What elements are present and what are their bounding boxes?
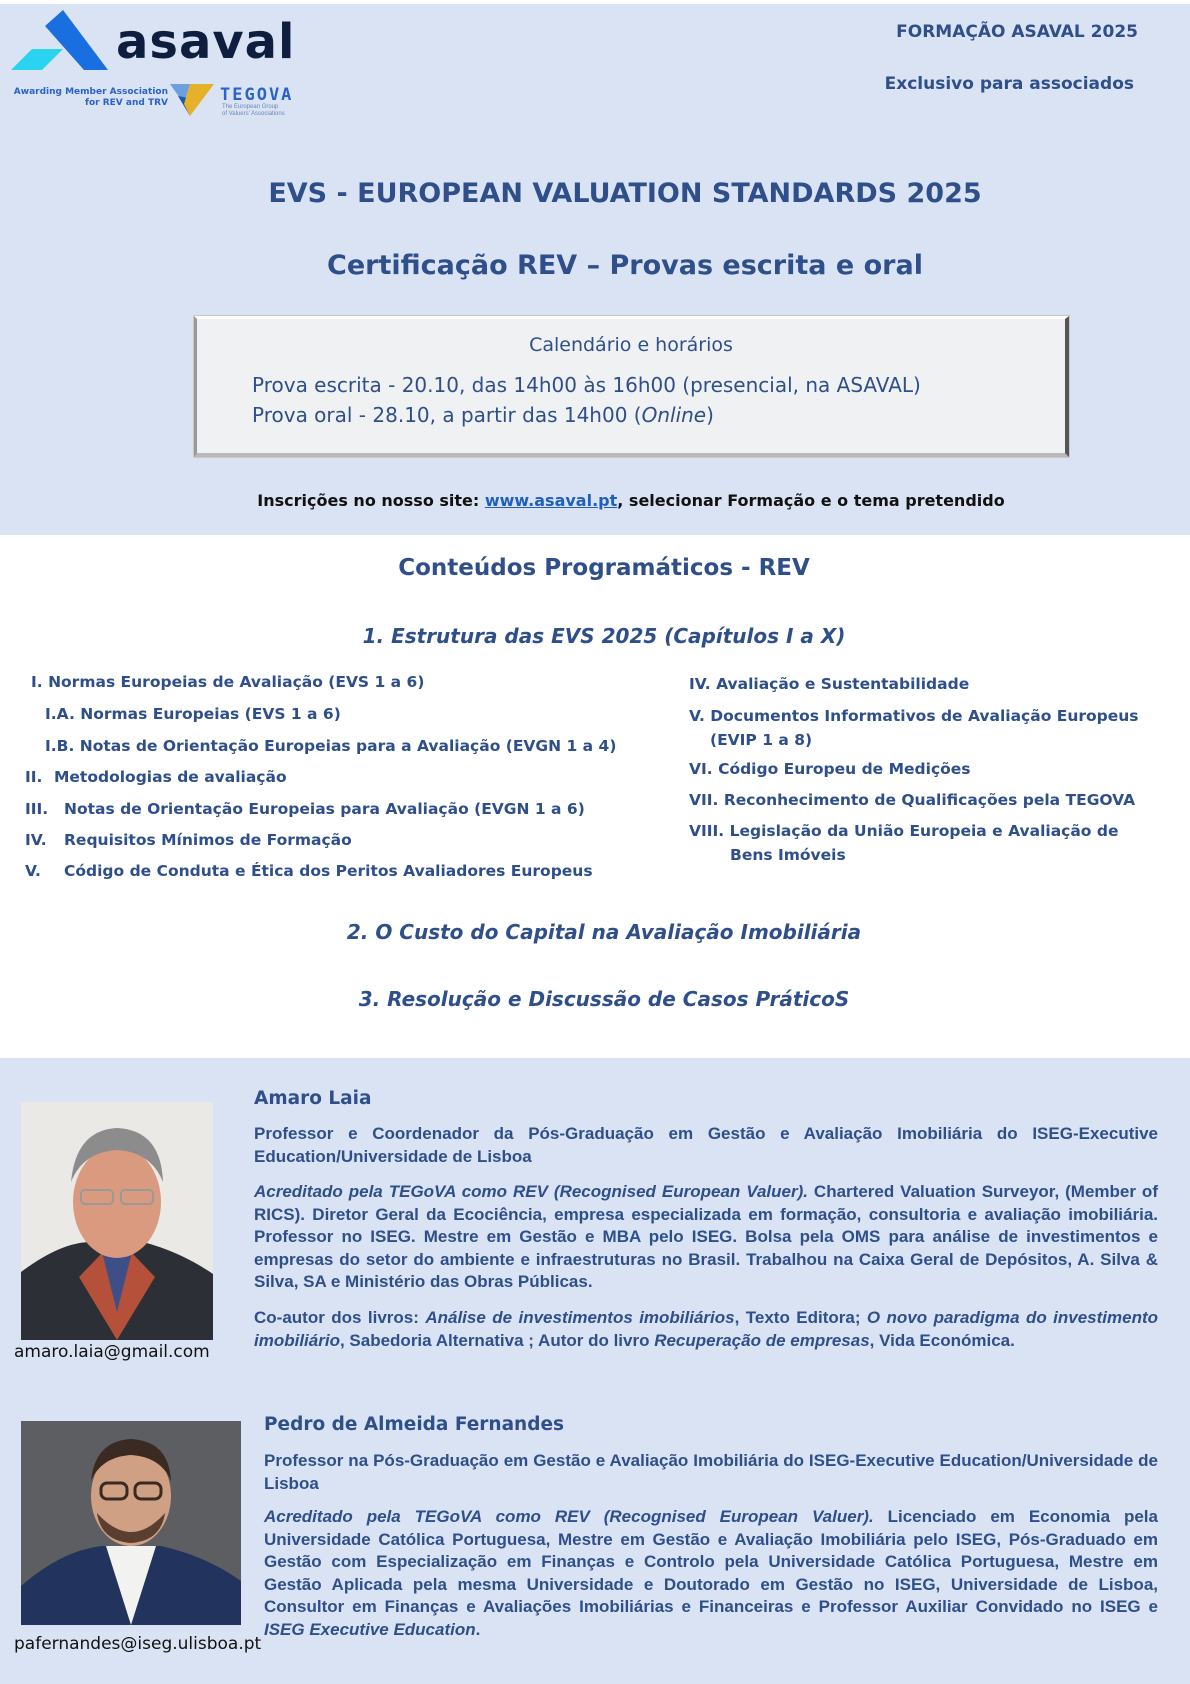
tegova-subtitle [222, 104, 285, 118]
item-number: III. [25, 800, 49, 818]
section-1-title: 1. Estrutura das EVS 2025 (Capítulos I a X) [362, 624, 846, 648]
list-item [45, 737, 616, 755]
oral-exam-mode: Online [641, 403, 707, 427]
list-item [689, 791, 1135, 809]
oral-exam-schedule [252, 403, 714, 427]
trainer-name: Amaro Laia [254, 1088, 372, 1109]
book-title: Recuperação de empresas [654, 1330, 870, 1350]
page-subtitle: Certificação REV – Provas escrita e oral [327, 250, 923, 281]
trainer-photo-amaro-laia [21, 1102, 213, 1340]
item-text: Metodologias de avaliação [54, 768, 287, 786]
section-3-title: 3. Resolução e Discussão de Casos PráticoS [358, 987, 850, 1011]
registration-note [0, 491, 1190, 510]
asaval-wordmark: asaval [116, 14, 296, 70]
trainer-photo-pedro-fernandes [21, 1421, 241, 1625]
trainer-email[interactable]: pafernandes@iseg.ulisboa.pt [14, 1634, 262, 1654]
trainer-bio [254, 1181, 1158, 1294]
item-text: Normas Europeias (EVS 1 a 6) [80, 705, 341, 723]
section-2-title: 2. O Custo do Capital na Avaliação Imobiliária [346, 920, 862, 944]
books-text: , Vida Económica. [869, 1330, 1015, 1350]
item-number: VI. [689, 760, 713, 778]
asaval-logo [8, 8, 298, 118]
bio-text: Licenciado em Economia pela Universidade Católica Portuguesa, Mestre em Gestão e Avaliação Imobiliária pelo ISEG, Pós-Graduado em Gestão com Especialização em Finanças e Controlo pela Universidade Católica Portuguesa, Mestre em Gestão Aplicada pela mesma Universidade e Doutorado em Gestão no ISEG, Universidade de Lisboa, Consultor em Finanças e Avaliações Imobiliárias e Financeiras e Professor Auxiliar Convidado no ISEG e [264, 1507, 1158, 1616]
item-number: I.A. [45, 705, 75, 723]
item-number: VII. [689, 791, 719, 809]
page-title: EVS - EUROPEAN VALUATION STANDARDS 2025 [268, 178, 982, 209]
calendar-title: Calendário e horários [529, 334, 733, 356]
books-text: Co-autor dos livros: [254, 1308, 426, 1327]
item-number: VIII. [689, 822, 725, 840]
list-item [45, 705, 341, 723]
trainer-books [254, 1307, 1158, 1352]
list-item [689, 675, 969, 693]
item-text: Código de Conduta e Ética dos Peritos Avaliadores Europeus [64, 862, 593, 880]
item-text: Reconhecimento de Qualificações pela TEGOVA [723, 791, 1136, 809]
tegova-mark-icon [170, 82, 214, 116]
tegova-sub-line-1: The European Group [222, 104, 279, 110]
list-item [689, 822, 1118, 840]
oral-exam-suffix: ) [706, 403, 714, 427]
awarding-text [10, 87, 168, 109]
book-title: Análise de investimentos imobiliários [425, 1308, 735, 1327]
trainer-email[interactable]: amaro.laia@gmail.com [14, 1342, 210, 1362]
bio-end: . [475, 1619, 481, 1639]
program-label: FORMAÇÃO ASAVAL 2025 [896, 22, 1138, 42]
list-item [689, 707, 1139, 725]
books-text: , Texto Editora; [734, 1308, 867, 1327]
book-title: O novo paradigma do investimento imobiliário [254, 1308, 1159, 1350]
list-item-continuation: (EVIP 1 a 8) [710, 731, 813, 749]
item-text: Avaliação e Sustentabilidade [716, 675, 970, 693]
written-exam-schedule: Prova escrita - 20.10, das 14h00 às 16h00 (presencial, na ASAVAL) [252, 373, 921, 397]
item-number: IV. [689, 675, 711, 693]
bio-italic: ISEG Executive Education [264, 1619, 476, 1639]
item-text: Documentos Informativos de Avaliação Europeus [710, 707, 1139, 725]
item-number: I. [31, 673, 43, 691]
trainer-name: Pedro de Almeida Fernandes [264, 1414, 565, 1435]
item-number: I.B. [45, 737, 75, 755]
list-item [25, 862, 593, 880]
item-number: IV. [25, 831, 47, 849]
item-text: Legislação da União Europeia e Avaliação de [729, 822, 1119, 840]
item-number: V. [25, 862, 41, 880]
oral-exam-prefix: Prova oral - 28.10, a partir das 14h00 ( [252, 403, 642, 427]
item-text: Normas Europeias de Avaliação (EVS 1 a 6) [48, 673, 425, 691]
registration-prefix: Inscrições no nosso site: [257, 491, 485, 510]
awarding-line-2: for REV and TRV [85, 98, 168, 108]
asaval-website-link[interactable]: www.asaval.pt [484, 491, 618, 510]
registration-suffix: , selecionar Formação e o tema pretendido [617, 491, 1005, 510]
asaval-mark-icon [8, 8, 118, 70]
tegova-wordmark: TEGOVA [220, 85, 294, 105]
accreditation: Acreditado pela TEGoVA como REV (Recognised European Valuer). [264, 1507, 874, 1526]
list-item [31, 673, 424, 691]
list-item [25, 768, 287, 786]
list-item [25, 831, 352, 849]
calendar-box [194, 316, 1069, 457]
trainer-role: Professor e Coordenador da Pós-Graduação em Gestão e Avaliação Imobiliária do ISEG-Executive Education/Universidade de Lisboa [254, 1124, 1158, 1166]
list-item [25, 800, 585, 818]
item-text: Notas de Orientação Europeias para a Avaliação (EVGN 1 a 4) [79, 737, 617, 755]
list-item-continuation: Bens Imóveis [730, 846, 846, 864]
tegova-sub-line-2: of Valuers' Associations [222, 111, 285, 117]
awarding-line-1: Awarding Member Association [13, 87, 168, 97]
item-text: Código Europeu de Medições [718, 760, 971, 778]
list-item [689, 760, 971, 778]
item-number: II. [25, 768, 43, 786]
accreditation: Acreditado pela TEGoVA como REV (Recognised European Valuer). [254, 1182, 808, 1201]
audience-label: Exclusivo para associados [884, 74, 1134, 94]
portrait-icon [21, 1102, 213, 1340]
books-text: , Sabedoria Alternativa ; Autor do livro [339, 1330, 655, 1350]
bio-text: Chartered Valuation Surveyor, (Member of RICS). Diretor Geral da Ecociência, empresa especializada em formação, consultoria e avaliação imobiliária. Professor no ISEG. Mestre em Gestão e MBA pelo ISEG. Bolsa pela OMS para análise de investimentos e empresas do setor do ambiente e infraestruturas no Brasil. Trabalhou na Caixa Geral de Depósitos, A. Silva & Silva, SA e Ministério das Obras Públicas. [254, 1182, 1158, 1291]
portrait-icon [21, 1421, 241, 1625]
item-number: V. [689, 707, 705, 725]
item-text: Notas de Orientação Europeias para Avaliação (EVGN 1 a 6) [64, 800, 585, 818]
program-heading: Conteúdos Programáticos - REV [398, 555, 810, 581]
trainer-role: Professor na Pós-Graduação em Gestão e Avaliação Imobiliária do ISEG-Executive Education/Universidade de Lisboa [264, 1451, 1158, 1493]
item-text: Requisitos Mínimos de Formação [64, 831, 352, 849]
trainer-bio [264, 1506, 1158, 1641]
